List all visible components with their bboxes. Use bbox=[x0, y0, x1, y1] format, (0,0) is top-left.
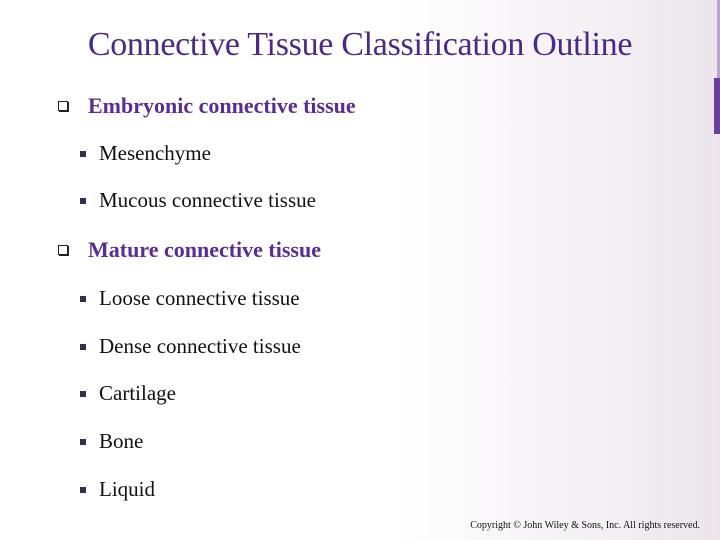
list-item-label: Liquid bbox=[99, 477, 155, 501]
list-item bbox=[80, 188, 316, 213]
slide-title: Connective Tissue Classification Outline bbox=[87, 26, 633, 63]
section-heading-mature bbox=[58, 237, 321, 263]
filled-square-icon bbox=[80, 439, 86, 445]
list-item-label: Dense connective tissue bbox=[99, 334, 301, 358]
filled-square-icon bbox=[80, 296, 86, 302]
section-heading-label: Embryonic connective tissue bbox=[88, 93, 356, 118]
filled-square-icon bbox=[80, 391, 86, 397]
list-item-label: Mesenchyme bbox=[99, 141, 211, 165]
list-item-label: Bone bbox=[99, 429, 144, 453]
filled-square-icon bbox=[80, 151, 86, 157]
list-item-label: Mucous connective tissue bbox=[99, 188, 316, 212]
list-item-label: Cartilage bbox=[99, 381, 176, 405]
list-item bbox=[80, 381, 176, 406]
copyright-notice: Copyright © John Wiley & Sons, Inc. All rights reserved. bbox=[470, 520, 700, 531]
section-heading-label: Mature connective tissue bbox=[88, 237, 321, 262]
section-heading-embryonic bbox=[58, 93, 356, 119]
list-item bbox=[80, 429, 143, 454]
list-item bbox=[80, 286, 300, 311]
filled-square-icon bbox=[80, 198, 86, 204]
edge-accent-bar bbox=[714, 78, 720, 134]
filled-square-icon bbox=[80, 487, 86, 493]
hollow-square-icon bbox=[58, 101, 68, 111]
list-item bbox=[80, 477, 155, 502]
list-item-label: Loose connective tissue bbox=[99, 286, 300, 310]
list-item bbox=[80, 141, 211, 166]
hollow-square-icon bbox=[58, 245, 68, 255]
list-item bbox=[80, 334, 301, 359]
filled-square-icon bbox=[80, 344, 86, 350]
